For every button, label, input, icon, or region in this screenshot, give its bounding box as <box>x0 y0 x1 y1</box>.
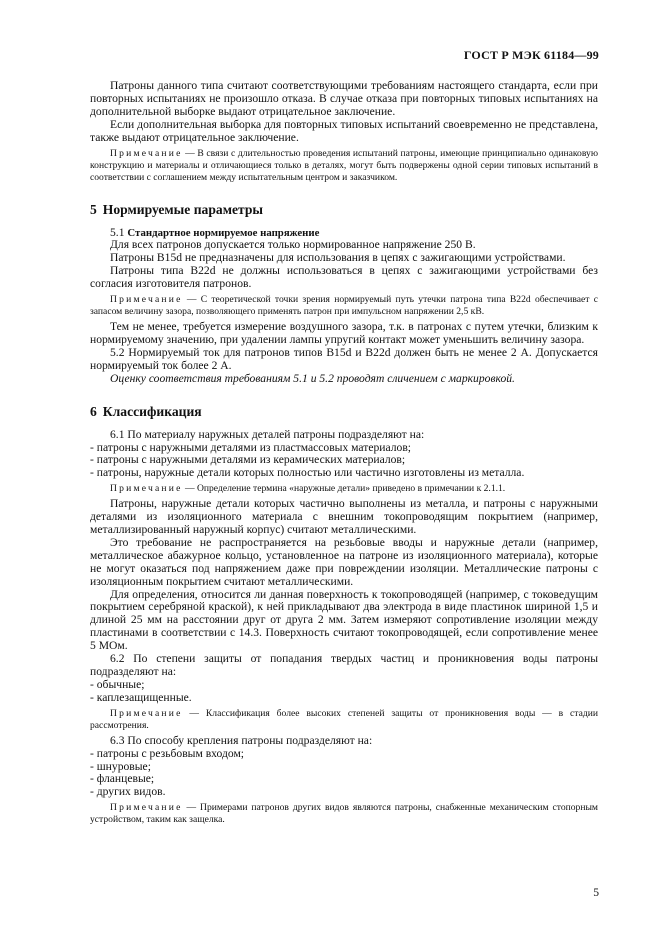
note <box>90 802 598 826</box>
list-item: - обычные; <box>90 677 145 691</box>
list-item: - патроны с наружными деталями из пластмассовых материалов; <box>90 440 412 454</box>
note <box>90 294 598 318</box>
paragraph: Для определения, относится ли данная поверхность к токопроводящей (например, с токоведущим покрытием серебряной краской), к ней прикладывают два электрода в виде пластинок шириной 1,5 и длиной 25 мм на расстоянии друг от друга 2 мм. Затем измеряют сопротивление изоляции между пластинами в соответствии с 14.3. Поверхность считают токопроводящей, если сопротивление менее 5 МОм. <box>90 587 598 653</box>
paragraph: Оценку соответствия требованиям 5.1 и 5.2 проводят сличением с маркировкой. <box>110 371 515 385</box>
paragraph: 5.2 Нормируемый ток для патронов типов B15d и B22d должен быть не менее 2 А. Допускается нормируемый ток более 2 А. <box>90 345 598 372</box>
list-item: - патроны с наружными деталями из керамических материалов; <box>90 453 406 467</box>
paragraph: Патроны данного типа считают соответствующими требованиям настоящего стандарта, если при повторных испытаниях не произошло отказа. В случае отказа при повторных типовых испытаниях на дополнительной выборке выдают отрицательное заключение. <box>90 79 598 118</box>
subsection-title: Стандартное нормируемое напряжение <box>127 226 320 239</box>
section-title: Нормируемые параметры <box>102 201 264 217</box>
section-number: 5 <box>90 201 97 217</box>
note-label: Примечание <box>110 294 183 306</box>
page-body <box>90 80 598 829</box>
paragraph: 6.1 По материалу наружных деталей патроны подразделяют на: <box>110 427 425 441</box>
note <box>90 148 598 184</box>
note-text: — В связи с длительностью проведения испытаний патроны, имеющие принципиально одинаковую конструкцию и материалы и отличающиеся только в деталях, могут быть подвержены одной серии типовых испытаний в соответствии с соглашением между испытательным центром и заказчиком. <box>90 147 598 183</box>
note <box>90 483 598 495</box>
note-label: Примечание <box>110 802 183 814</box>
paragraph: Если дополнительная выборка для повторных типовых испытаний своевременно не представлена, также выдают отрицательное заключение. <box>90 117 598 144</box>
paragraph: Для всех патронов допускается только нормированное напряжение 250 В. <box>110 238 476 252</box>
paragraph: Это требование не распространяется на резьбовые вводы и наружные детали (например, металлическое абажурное кольцо, установленное на патроне из изоляционного материала), которые не могут оказаться под напряжением даже при повреждении изоляции. Металлические патроны с изоляционным покрытием считают металлическими. <box>90 535 598 588</box>
note-text: — Примерами патронов других видов являются патроны, снабженные механическим стопорным устройством, таким как защелка. <box>90 802 598 826</box>
section-title: Классификация <box>102 403 202 419</box>
page-number: 5 <box>593 886 599 899</box>
note-text: — Определение термина «наружные детали» приведено в примечании к 2.1.1. <box>182 483 506 495</box>
list-item: - шнуровые; <box>90 759 151 773</box>
list-item: - патроны с резьбовым входом; <box>90 746 245 760</box>
subsection-number: 5.1 <box>110 225 125 239</box>
list-item: - патроны, наружные детали которых полностью или частично изготовлены из металла. <box>90 466 525 480</box>
note-text: — С теоретической точки зрения нормируемый путь утечки патрона типа B22d обеспечивает с запасом величину зазора, позволяющего применять патрон при импульсном напряжении 2,5 кВ. <box>90 294 598 318</box>
paragraph: Тем не менее, требуется измерение воздушного зазора, т.к. в патронах с путем утечки, близким к нормируемому значению, при удалении лампы упругий контакт может уменьшить величину зазора. <box>90 320 598 346</box>
note-label: Примечание <box>110 483 183 495</box>
list-item: - каплезащищенные. <box>90 690 192 704</box>
list-item: - других видов. <box>90 785 166 799</box>
section-heading <box>90 202 598 218</box>
document-code-header: ГОСТ Р МЭК 61184—99 <box>463 48 599 62</box>
paragraph: Патроны B15d не предназначены для использования в цепях с зажигающими устройствами. <box>110 251 566 265</box>
paragraph: Патроны типа B22d не должны использоваться в цепях с зажигающими устройствами без согласия изготовителя патронов. <box>90 264 598 291</box>
paragraph: Патроны, наружные детали которых частично выполнены из металла, и патроны с наружными деталями из изоляционного материала с внешним токопроводящим покрытием (например, металлизированный наружный корпус) считают металлическими. <box>90 497 598 537</box>
note <box>90 708 598 732</box>
paragraph: 6.2 По степени защиты от попадания твердых частиц и проникновения воды патроны подразделяют на: <box>90 652 598 678</box>
section-number: 6 <box>90 403 97 419</box>
section-heading <box>90 404 598 420</box>
list-item: - фланцевые; <box>90 772 155 786</box>
note-text: — Классификация более высоких степеней защиты от проникновения воды — в стадии рассмотрения. <box>90 707 598 731</box>
note-label: Примечание <box>110 707 183 719</box>
paragraph: 6.3 По способу крепления патроны подразделяют на: <box>110 733 373 747</box>
note-label: Примечание <box>110 147 183 159</box>
